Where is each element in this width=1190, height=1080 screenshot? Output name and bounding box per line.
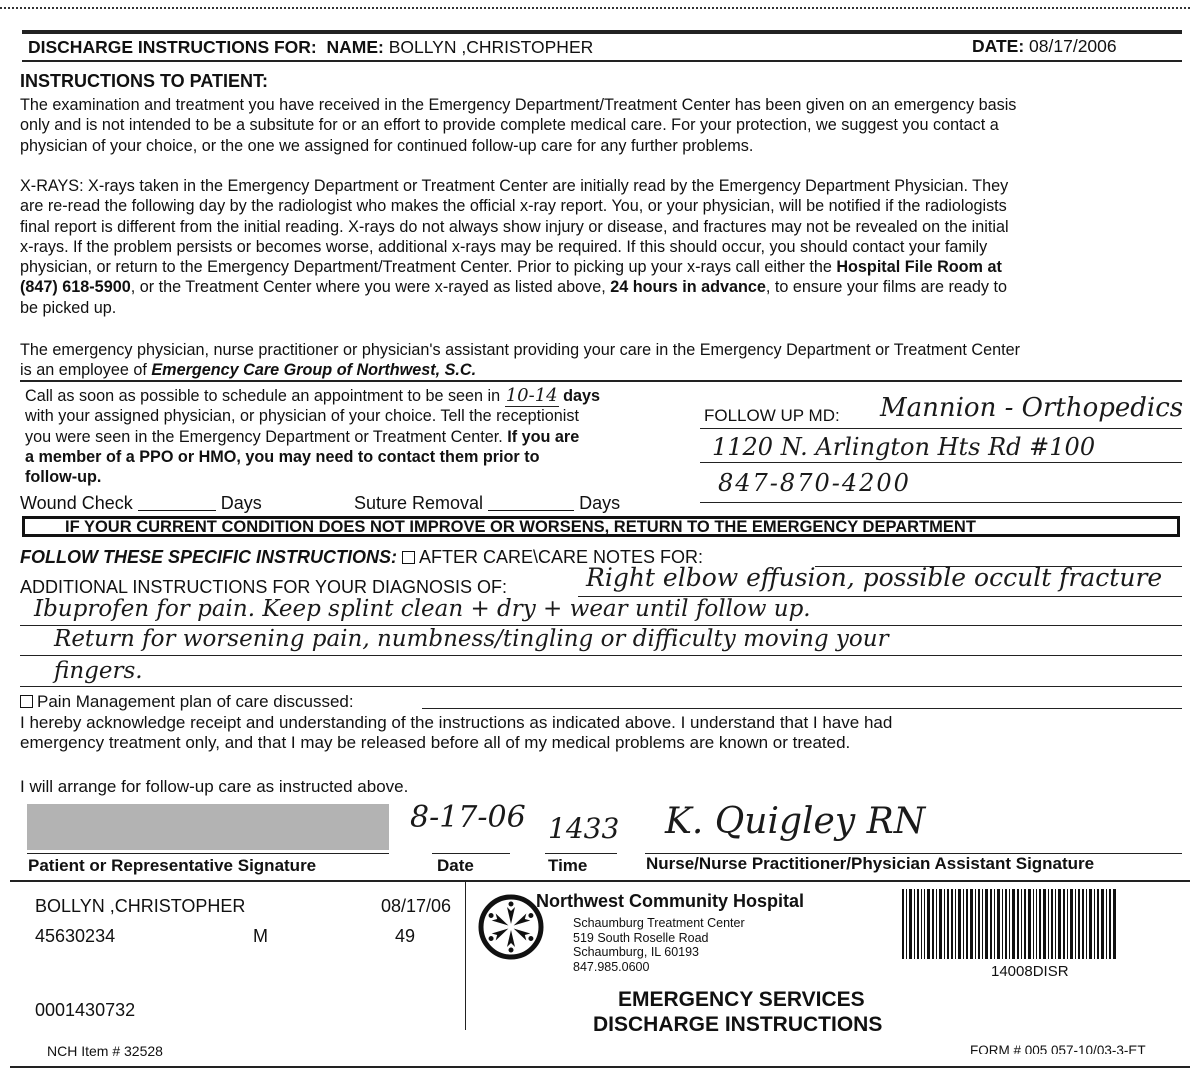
- xray-text: , or the Treatment Center where you were x-rayed as listed above,: [130, 278, 611, 297]
- notes-line-1[interactable]: Ibuprofen for pain. Keep splint clean + dry + wear until follow up.: [34, 596, 811, 622]
- call-line: [25, 386, 600, 406]
- hospital-city: Schaumburg, IL 60193: [573, 945, 700, 959]
- xray-line: [20, 257, 1009, 277]
- footer-visit-date: 08/17/06: [381, 896, 452, 916]
- followup-md-name[interactable]: Mannion - Orthopedics: [880, 393, 1184, 423]
- name-label: NAME:: [326, 37, 384, 57]
- notes-rule-3: [20, 686, 1182, 687]
- acknowledge-line: I hereby acknowledge receipt and understanding of the instructions as indicated above. I understand that I have had: [20, 713, 893, 732]
- hospital-street: 519 South Roselle Road: [573, 930, 709, 945]
- patient-signature-label: Patient or Representative Signature: [28, 856, 317, 875]
- header: [28, 37, 593, 57]
- xray-paragraph: [20, 176, 1009, 318]
- footer-sex: M: [253, 926, 268, 946]
- hospital-phone: 847.985.0600: [573, 959, 650, 974]
- footer-item-number: NCH Item # 32528: [47, 1043, 163, 1059]
- specific-instructions-label: FOLLOW THESE SPECIFIC INSTRUCTIONS:: [20, 547, 397, 567]
- employee-line: [20, 360, 1020, 380]
- followup-days-field[interactable]: 10-14: [505, 385, 558, 406]
- aftercare-label: AFTER CARE\CARE NOTES FOR:: [419, 547, 704, 567]
- footer-divider: [465, 882, 466, 1030]
- header-date: [972, 36, 1117, 56]
- followup-md-label: FOLLOW UP MD:: [704, 406, 840, 425]
- patient-name: BOLLYN ,CHRISTOPHER: [388, 37, 594, 57]
- acknowledge-paragraph: [20, 713, 892, 754]
- call-text: Call as soon as possible to schedule an appointment to be seen in: [25, 387, 501, 405]
- tear-line: [0, 7, 1190, 9]
- hospital-name: Northwest Community Hospital: [536, 891, 805, 911]
- date-label: DATE:: [972, 36, 1025, 56]
- xray-text: , to ensure your films are ready to: [765, 278, 1008, 297]
- xray-line: X-RAYS: X-rays taken in the Emergency Department or Treatment Center are initially read by the Emergency Department Physician. They: [20, 177, 1009, 195]
- redacted-patient-signature: [27, 804, 389, 850]
- footer-age: 49: [395, 926, 416, 946]
- suture-removal-field[interactable]: [488, 494, 574, 511]
- nurse-signature-label: Nurse/Nurse Practitioner/Physician Assistant Signature: [646, 854, 1095, 873]
- barcode-text: 14008DISR: [991, 963, 1069, 980]
- header-bottom-rule: [22, 60, 1182, 62]
- xray-line: final report is different from the initial reading. X-rays do not always show injury or disease, and fractures may not be revealed on the initial: [20, 217, 1009, 236]
- suture-removal-label: Suture Removal: [354, 493, 484, 513]
- form-title-line2: DISCHARGE INSTRUCTIONS: [593, 1013, 883, 1036]
- intro-line: only and is not intended to be a subsitute for or an effort to provide complete medical care. For your protection, we suggest you contact a: [20, 116, 999, 135]
- followup-call-block: [25, 386, 600, 487]
- pain-management-row: [20, 692, 354, 712]
- file-room-label: Hospital File Room at: [836, 258, 1002, 277]
- signed-time[interactable]: 1433: [548, 812, 620, 845]
- aftercare-checkbox[interactable]: [402, 551, 415, 564]
- call-line: follow-up.: [25, 468, 102, 487]
- patient-signature-line[interactable]: [27, 853, 389, 854]
- xray-line: [20, 277, 1009, 297]
- call-bold-text: If you are: [507, 427, 580, 446]
- footer-bottom-rule: [10, 1066, 1190, 1068]
- xray-text: physician, or return to the Emergency Department/Treatment Center. Prior to picking up your x-rays call either the: [20, 258, 837, 277]
- md-line-2: [700, 462, 1182, 463]
- xray-line: are re-read the following day by the radiologist who makes the official x-ray report. You, or your physician, will be notified if the radiologists: [20, 197, 1007, 216]
- nurse-signature[interactable]: K. Quigley RN: [665, 801, 926, 842]
- pain-management-line: [422, 708, 1182, 709]
- employee-line: The emergency physician, nurse practitioner or physician's assistant providing your care in the Emergency Department or Treatment Center: [20, 341, 1020, 359]
- days-label: days: [563, 387, 601, 405]
- return-warning-text: IF YOUR CURRENT CONDITION DOES NOT IMPROVE OR WORSENS, RETURN TO THE EMERGENCY DEPARTMENT: [65, 518, 976, 536]
- form-number: FORM # 005 057-10/03-3-ET: [970, 1044, 1146, 1054]
- date-label: Date: [437, 856, 474, 875]
- intro-line: The examination and treatment you have received in the Emergency Department/Treatment Center has been given on an emergency basis: [20, 96, 1017, 114]
- call-line: with your assigned physician, or physician of your choice. Tell the receptionist: [25, 407, 579, 426]
- suture-removal-row: [354, 493, 620, 513]
- xray-line: be picked up.: [20, 298, 117, 317]
- employer-name: Emergency Care Group of Northwest, S.C.: [151, 361, 477, 380]
- md-line-3: [700, 502, 1182, 503]
- notes-rule-2: [20, 655, 1182, 656]
- call-line: [25, 427, 600, 447]
- followup-md-address[interactable]: 1120 N. Arlington Hts Rd #100: [712, 433, 1096, 461]
- file-room-phone: (847) 618-5900: [20, 278, 131, 297]
- notes-line-2[interactable]: Return for worsening pain, numbness/tingling or difficulty moving your: [54, 626, 889, 652]
- intro-line: physician of your choice, or the one we assigned for continued follow-up care for any further problems.: [20, 136, 754, 155]
- header-top-rule: [22, 30, 1182, 34]
- footer-mrn: 45630234: [35, 926, 116, 946]
- date-signature-line: [432, 853, 510, 854]
- wound-days-label: Days: [220, 493, 262, 513]
- followup-commitment: I will arrange for follow-up care as instructed above.: [20, 777, 409, 796]
- wound-check-label: Wound Check: [20, 493, 133, 513]
- footer-patient-name: BOLLYN ,CHRISTOPHER: [35, 896, 246, 916]
- call-text: you were seen in the Emergency Department or Treatment Center.: [25, 427, 508, 446]
- barcode: [902, 889, 1177, 959]
- return-warning-box: [22, 516, 1180, 537]
- hospital-address-block: [573, 916, 745, 974]
- employee-text: is an employee of: [20, 361, 152, 380]
- wound-check-field[interactable]: [138, 494, 216, 511]
- time-signature-line: [545, 853, 617, 854]
- date-value: 08/17/2006: [1029, 36, 1117, 56]
- footer-top-rule: [10, 880, 1190, 882]
- suture-days-label: Days: [579, 493, 621, 513]
- signed-date[interactable]: 8-17-06: [410, 800, 526, 835]
- diagnosis-text[interactable]: Right elbow effusion, possible occult fracture: [586, 563, 1163, 592]
- pain-management-label: Pain Management plan of care discussed:: [37, 692, 354, 711]
- advance-notice: 24 hours in advance: [610, 278, 766, 297]
- wound-check-row: [20, 493, 262, 513]
- header-label: DISCHARGE INSTRUCTIONS FOR:: [28, 37, 317, 57]
- employee-paragraph: [20, 340, 1020, 381]
- call-line: a member of a PPO or HMO, you may need to contact them prior to: [25, 447, 540, 466]
- form-title-line1: EMERGENCY SERVICES: [618, 988, 865, 1011]
- notes-line-3[interactable]: fingers.: [54, 658, 143, 684]
- intro-paragraph: [20, 95, 1016, 156]
- acknowledge-line: emergency treatment only, and that I may be released before all of my medical problems are known or treated.: [20, 733, 851, 753]
- md-line-1: [700, 428, 1182, 429]
- instructions-title: INSTRUCTIONS TO PATIENT:: [20, 71, 269, 91]
- footer-account: 0001430732: [35, 1000, 136, 1020]
- pain-management-checkbox[interactable]: [20, 695, 33, 708]
- section-rule: [20, 380, 1182, 382]
- treatment-center: Schaumburg Treatment Center: [573, 916, 745, 930]
- xray-line: x-rays. If the problem persists or becomes worse, additional x-rays may be required. If this should occur, you should contact your family: [20, 237, 988, 256]
- time-label: Time: [548, 856, 588, 875]
- followup-md-phone[interactable]: 847-870-4200: [718, 469, 911, 497]
- additional-instructions-label: ADDITIONAL INSTRUCTIONS FOR YOUR DIAGNOSIS OF:: [20, 577, 508, 597]
